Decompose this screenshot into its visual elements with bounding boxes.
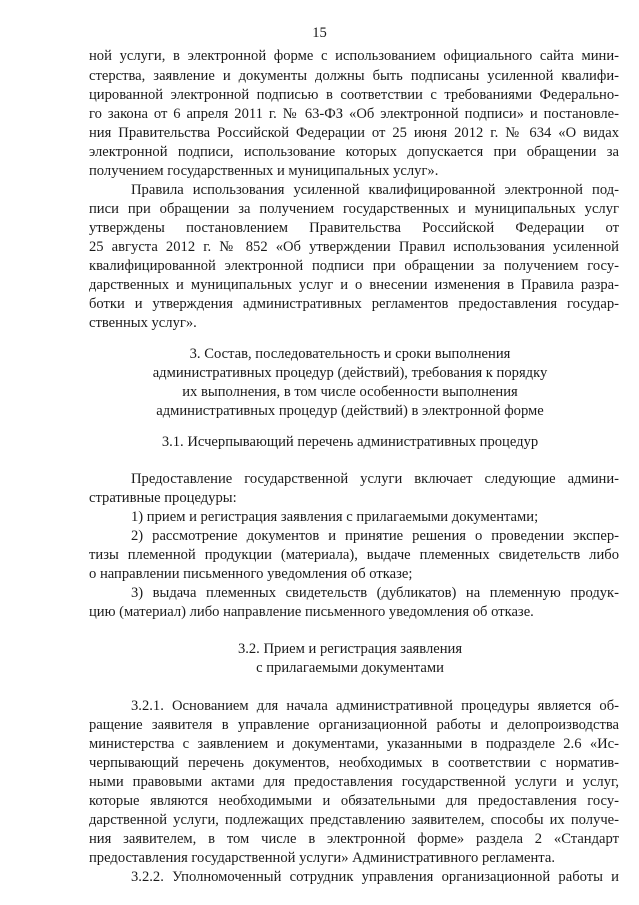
text-line: ботки и утверждения административных регламентов предоставления государ-: [89, 296, 619, 312]
text-line: о направлении письменного уведомления об отказе;: [89, 566, 413, 582]
text-line: стративные процедуры:: [89, 490, 237, 506]
text-line: 25 августа 2012 г. № 852 «Об утверждении Правил использования усиленной: [89, 239, 619, 255]
text-line: ственных услуг».: [89, 315, 197, 331]
text-line: писи при обращении за получением государственных и муниципальных услуг: [89, 201, 619, 217]
section-heading: их выполнения, в том числе особенности выполнения: [182, 384, 518, 400]
text-line: ращение заявителя в управление организационной работы и делопроизводства: [89, 717, 619, 733]
text-line: цированной электронной подписью в соответствии с требованиями Федерально-: [89, 87, 619, 103]
text-line: ния Правительства Российской Федерации от 25 июня 2012 г. № 634 «О видах: [89, 125, 619, 141]
text-line: квалифицированной электронной подписи при обращении за получением госу-: [89, 258, 619, 274]
list-item: 2) рассмотрение документов и принятие решения о проведении экспер-: [131, 528, 619, 544]
text-line: 3.2.1. Основанием для начала административной процедуры является об-: [131, 698, 619, 714]
text-line: которые являются необходимыми и обязательными для предоставления госу-: [89, 793, 619, 809]
text-line: предоставления государственной услуги» Административного регламента.: [89, 850, 555, 866]
section-heading: административных процедур (действий) в электронной форме: [156, 403, 544, 419]
subsection-heading: с прилагаемыми документами: [256, 660, 444, 676]
text-line: тизы племенной продукции (материала), выдаче племенных свидетельств либо: [89, 547, 619, 563]
text-line: дарственных и муниципальных услуг и о внесении изменения в Правила разра-: [89, 277, 619, 293]
text-line: черпывающий перечень документов, необходимых в соответствии с норматив-: [89, 755, 619, 771]
text-line: стерства, заявление и документы должны быть подписаны усиленной квалифи-: [89, 68, 619, 84]
text-line: дарственной услуги, подлежащих представлению заявителем, способы их получе-: [89, 812, 619, 828]
text-line: министерства с заявлением и документами, указанными в подразделе 2.6 «Ис-: [89, 736, 619, 752]
section-heading: 3. Состав, последовательность и сроки выполнения: [189, 346, 511, 362]
page-number: 15: [312, 25, 327, 41]
text-line: Предоставление государственной услуги включает следующие админи-: [131, 471, 619, 487]
text-line: ния заявителем, в том числе в электронной форме» раздела 2 «Стандарт: [89, 831, 619, 847]
list-item: 3) выдача племенных свидетельств (дубликатов) на племенную продук-: [131, 585, 619, 601]
text-line: электронной подписи, использование которых допускается при обращении за: [89, 144, 619, 160]
text-line: Правила использования усиленной квалифицированной электронной под-: [131, 182, 619, 198]
subsection-heading: 3.1. Исчерпывающий перечень административных процедур: [161, 434, 539, 450]
section-heading: административных процедур (действий), требования к порядку: [152, 365, 548, 381]
subsection-heading: 3.2. Прием и регистрация заявления: [237, 641, 463, 657]
list-item: 1) прием и регистрация заявления с прилагаемыми документами;: [131, 509, 539, 525]
text-line: ными правовыми актами для предоставления государственной услуги и услуг,: [89, 774, 619, 790]
text-line: го закона от 6 апреля 2011 г. № 63-ФЗ «Об электронной подписи» и постановле-: [89, 106, 619, 122]
text-line: получением государственных и муниципальных услуг».: [89, 163, 439, 179]
text-line: 3.2.2. Уполномоченный сотрудник управления организационной работы и: [131, 869, 619, 885]
text-line: ной услуги, в электронной форме с использованием официального сайта мини-: [89, 48, 619, 64]
text-line: утверждены постановлением Правительства Российской Федерации от: [89, 220, 619, 236]
text-line: цию (материал) либо направление письменного уведомления об отказе.: [89, 604, 534, 620]
